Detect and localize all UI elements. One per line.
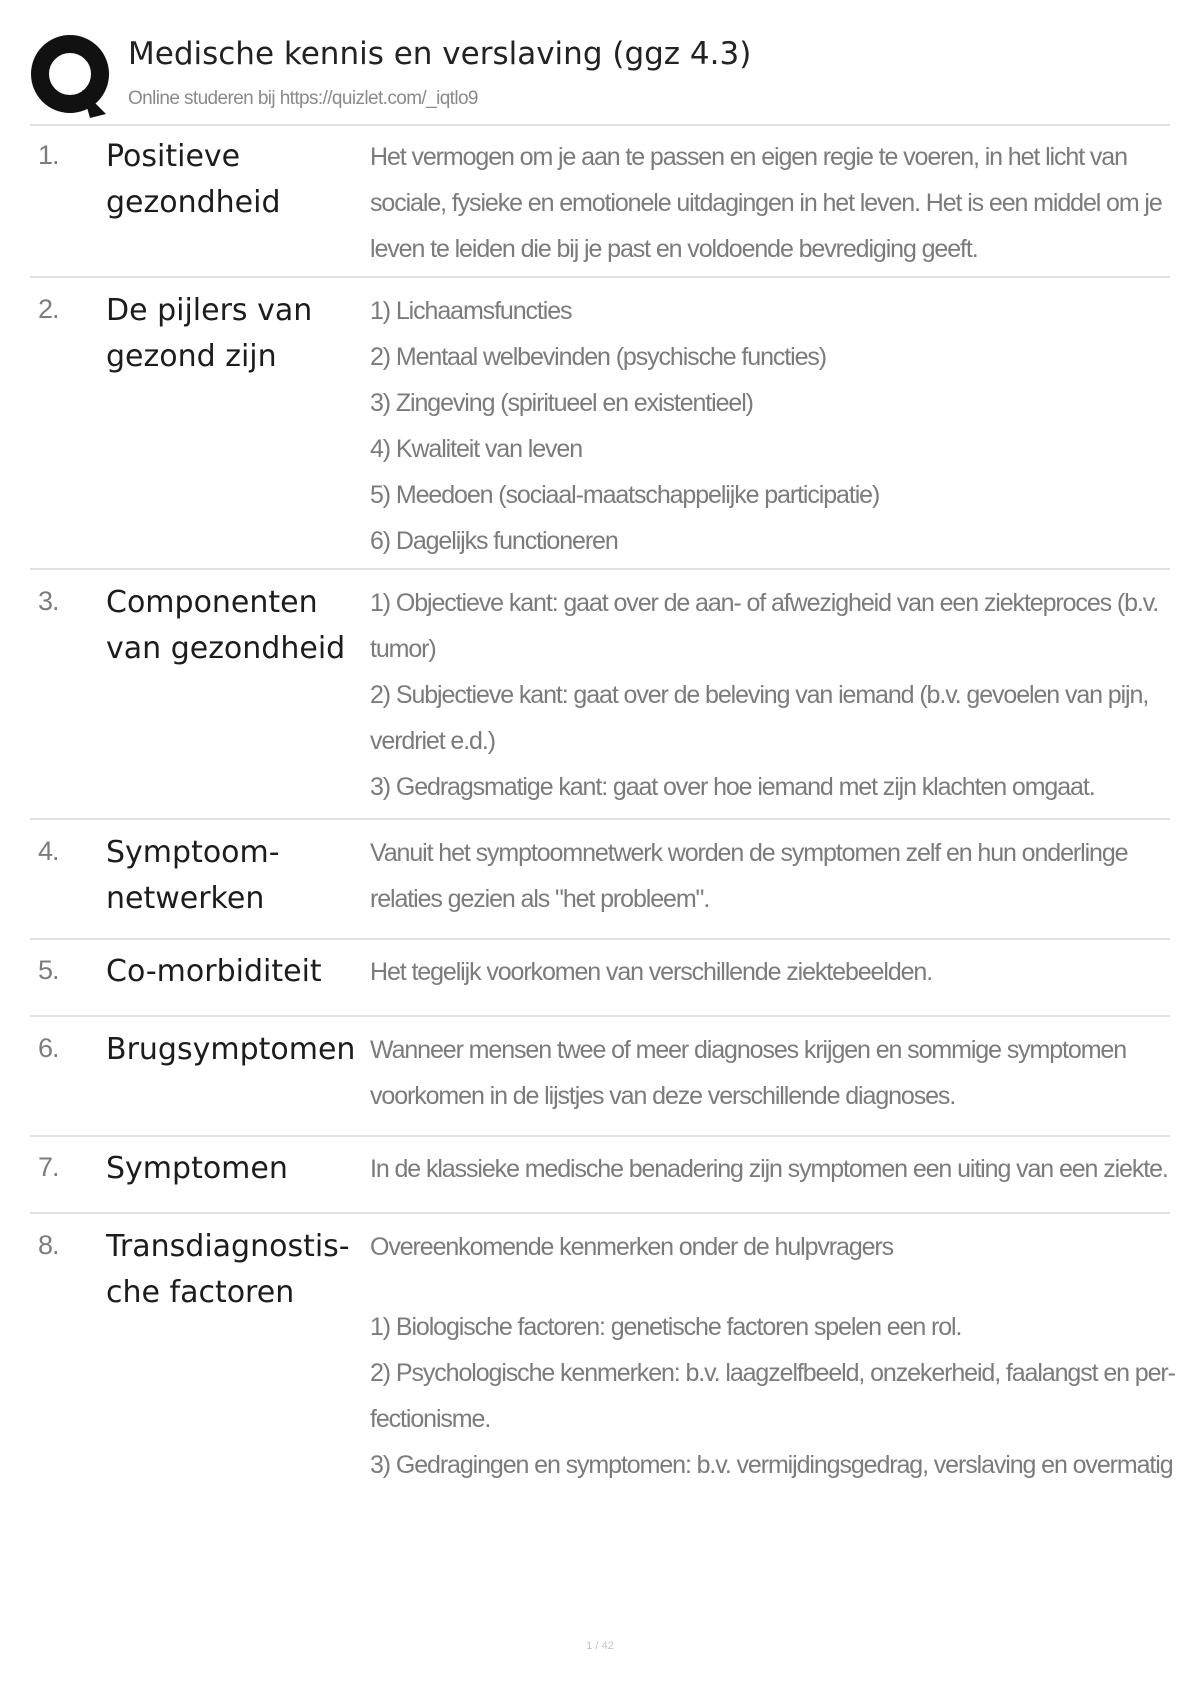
definition-line: fectionisme. (370, 1405, 491, 1433)
definition-line: 3) Zingeving (spiritueel en existentieel) (370, 389, 753, 417)
term-line: Co-morbiditeit (106, 954, 322, 989)
definition-line: 2) Mentaal welbevinden (psychische functies) (370, 343, 827, 371)
definition-line: voorkomen in de lijstjes van deze verschillende diagnoses. (370, 1082, 956, 1110)
term-line: Transdiagnostis- (106, 1229, 350, 1264)
document-title: Medische kennis en verslaving (ggz 4.3) (128, 36, 752, 72)
entry-term (106, 949, 368, 995)
term-line: netwerken (106, 881, 265, 916)
definition-line: 1) Objectieve kant: gaat over de aan- of afwezigheid van een ziekteproces (b.v. (370, 589, 1159, 617)
term-line: Symptoom- (106, 835, 280, 870)
entry-definition (370, 1146, 1185, 1192)
definition-line: 4) Kwaliteit van leven (370, 435, 583, 463)
entry-definition (370, 580, 1185, 810)
flashcard-row (30, 940, 1170, 1017)
entry-number: 2. (38, 294, 59, 324)
definition-line: 6) Dagelijks functioneren (370, 527, 618, 555)
entry-number: 4. (38, 836, 59, 866)
flashcard-list (30, 124, 1175, 1544)
entry-number: 1. (38, 140, 59, 170)
flashcard-row (30, 278, 1170, 570)
entry-term (106, 1224, 368, 1316)
definition-line: 1) Biologische factoren: genetische factoren spelen een rol. (370, 1313, 962, 1341)
flashcard-row (30, 124, 1170, 278)
term-line: gezondheid (106, 185, 281, 220)
entry-term (106, 288, 368, 380)
entry-definition (370, 134, 1185, 272)
page-number: 1 / 42 (586, 1640, 614, 1652)
entry-definition (370, 830, 1185, 922)
flashcard-row (30, 820, 1170, 940)
definition-line: In de klassieke medische benadering zijn symptomen een uiting van een ziekte. (370, 1155, 1168, 1183)
entry-number: 7. (38, 1152, 59, 1182)
definition-line: Vanuit het symptoomnetwerk worden de symptomen zelf en hun onderlinge (370, 839, 1128, 867)
entry-number: 5. (38, 955, 59, 985)
definition-line: Overeenkomende kenmerken onder de hulpvragers (370, 1233, 894, 1261)
entry-term (106, 1027, 368, 1073)
definition-line: Wanneer mensen twee of meer diagnoses krijgen en sommige symptomen (370, 1036, 1127, 1064)
definition-line: 3) Gedragingen en symptomen: b.v. vermijdingsgedrag, verslaving en overmatig (370, 1451, 1173, 1479)
definition-line: tumor) (370, 635, 436, 663)
definition-line: 1) Lichaamsfuncties (370, 297, 572, 325)
entry-definition (370, 949, 1185, 995)
term-line: Brugsymptomen (106, 1032, 356, 1067)
document-subtitle[interactable]: Online studeren bij https://quizlet.com/_iqtlo9 (128, 88, 478, 109)
entry-definition (370, 1027, 1185, 1119)
entry-number: 3. (38, 586, 59, 616)
definition-line: leven te leiden die bij je past en voldoende bevrediging geeft. (370, 235, 978, 263)
entry-term (106, 134, 368, 226)
entry-number: 6. (38, 1033, 59, 1063)
entry-term (106, 1146, 368, 1192)
definition-line: 2) Psychologische kenmerken: b.v. laagzelfbeeld, onzekerheid, faalangst en per- (370, 1359, 1175, 1387)
definition-line: relaties gezien als "het probleem". (370, 885, 710, 913)
entry-number: 8. (38, 1230, 59, 1260)
term-line: che factoren (106, 1275, 295, 1310)
flashcard-row (30, 1017, 1170, 1137)
flashcard-row (30, 1214, 1175, 1544)
term-line: Componenten (106, 585, 318, 620)
document-header (30, 32, 1170, 124)
entry-definition (370, 1224, 1185, 1488)
definition-line: sociale, fysieke en emotionele uitdagingen in het leven. Het is een middel om je (370, 189, 1162, 217)
definition-line (370, 1270, 1185, 1304)
entry-term (106, 580, 368, 672)
term-line: Symptomen (106, 1151, 288, 1186)
definition-line: 3) Gedragsmatige kant: gaat over hoe iemand met zijn klachten omgaat. (370, 773, 1095, 801)
definition-line: Het tegelijk voorkomen van verschillende ziektebeelden. (370, 958, 933, 986)
definition-line: 5) Meedoen (sociaal-maatschappelijke participatie) (370, 481, 880, 509)
term-line: gezond zijn (106, 339, 277, 374)
flashcard-row (30, 1137, 1170, 1214)
definition-line: 2) Subjectieve kant: gaat over de beleving van iemand (b.v. gevoelen van pijn, (370, 681, 1149, 709)
term-line: van gezondheid (106, 631, 346, 666)
definition-line: verdriet e.d.) (370, 727, 495, 755)
definition-line: Het vermogen om je aan te passen en eigen regie te voeren, in het licht van (370, 143, 1127, 171)
quizlet-logo-icon (30, 34, 138, 120)
term-line: Positieve (106, 139, 241, 174)
entry-term (106, 830, 368, 922)
term-line: De pijlers van (106, 293, 313, 328)
entry-definition (370, 288, 1185, 564)
flashcard-row (30, 570, 1170, 820)
